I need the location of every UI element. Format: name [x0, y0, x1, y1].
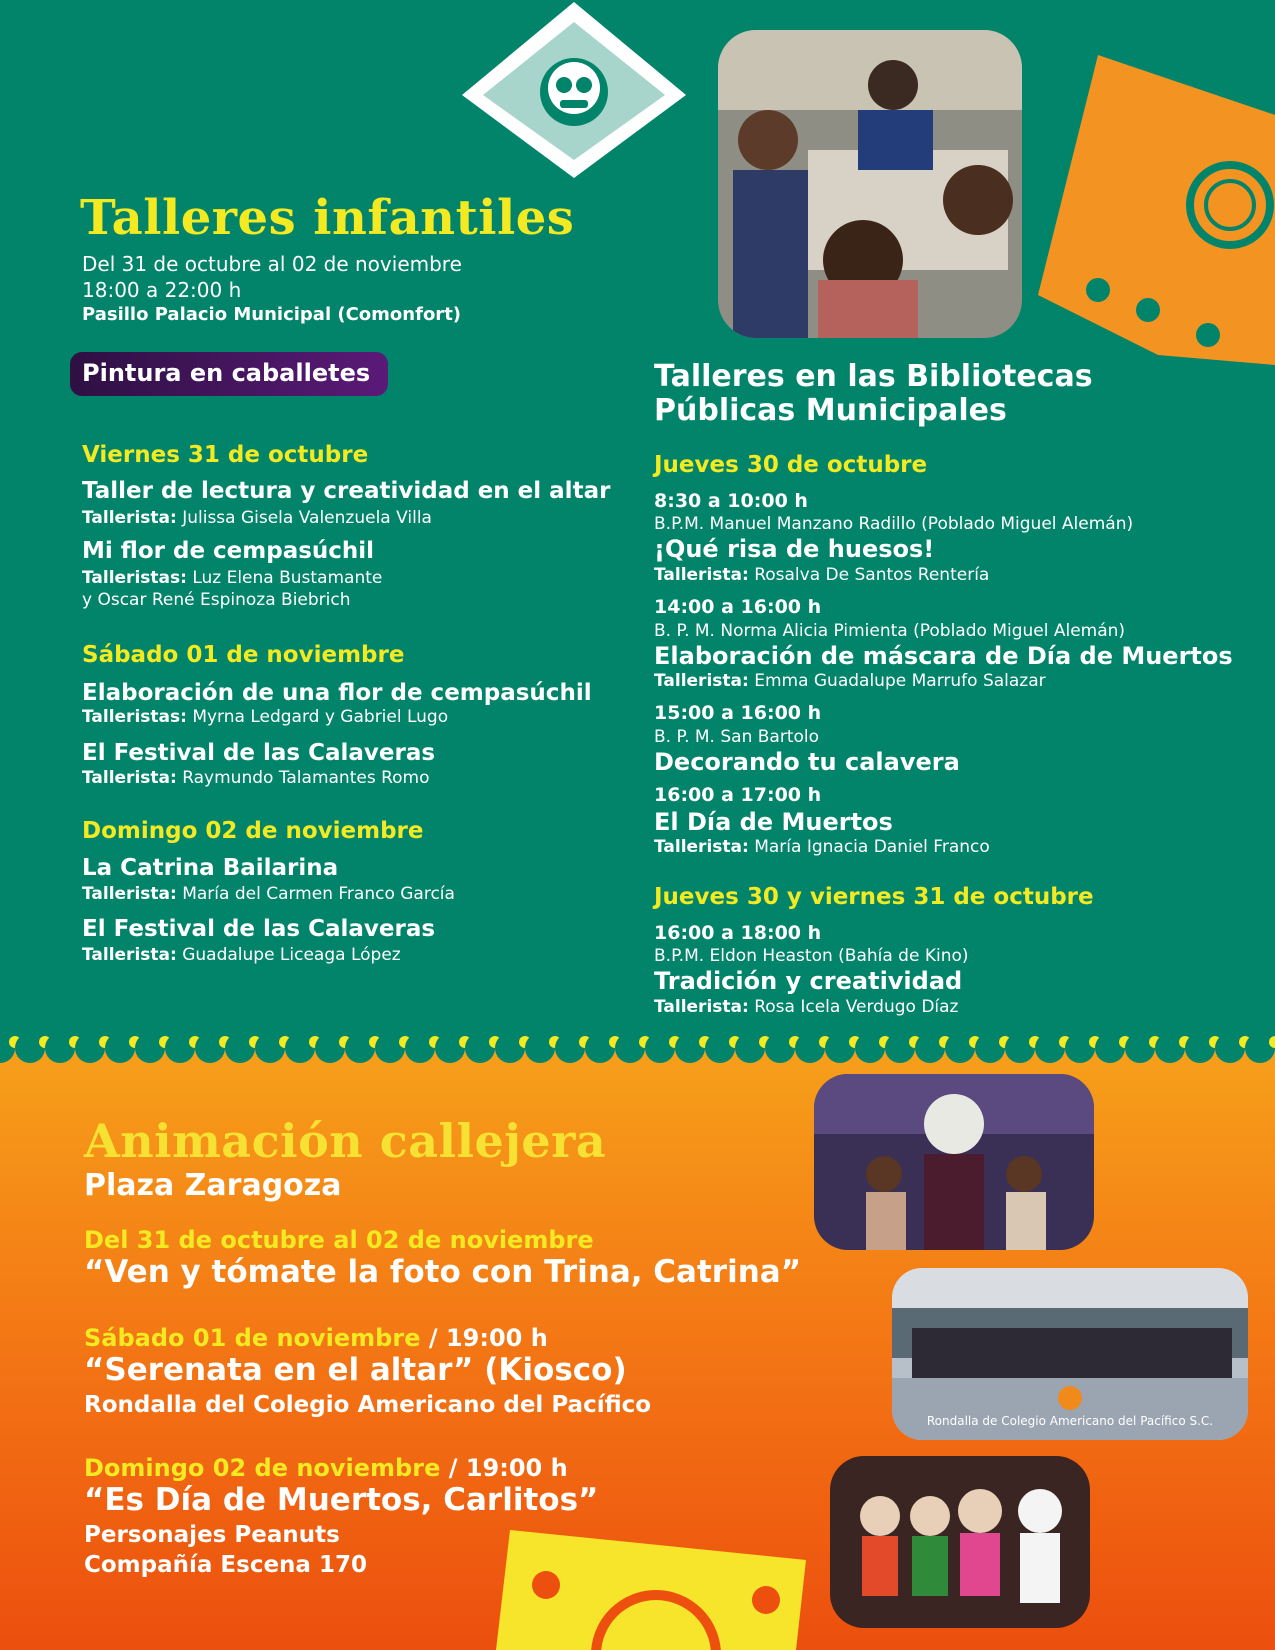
event-time: 16:00 a 18:00 h	[654, 922, 822, 944]
day-heading: Domingo 02 de noviembre	[82, 818, 424, 844]
animacion-place: Plaza Zaragoza	[84, 1168, 342, 1203]
event-title: Elaboración de máscara de Día de Muertos	[654, 642, 1233, 670]
workshop-title: Taller de lectura y creatividad en el altar	[82, 478, 611, 504]
event-instructor: Tallerista: Emma Guadalupe Marrufo Salazar	[654, 671, 1046, 691]
rondalla-photo	[892, 1268, 1248, 1440]
bibliotecas-title-line1: Talleres en las Bibliotecas	[654, 359, 1093, 394]
event-date: Del 31 de octubre al 02 de noviembre	[84, 1226, 594, 1254]
event-time: 15:00 a 16:00 h	[654, 702, 822, 724]
event-title: El Día de Muertos	[654, 808, 893, 836]
animacion-title: Animación callejera	[84, 1114, 607, 1168]
workshop-instructor: Tallerista: Guadalupe Liceaga López	[82, 945, 401, 965]
workshop-instructor: Tallerista: Julissa Gisela Valenzuela Villa	[82, 508, 432, 528]
event-place: B.P.M. Eldon Heaston (Bahía de Kino)	[654, 946, 969, 966]
day-heading: Viernes 31 de octubre	[82, 442, 369, 468]
workshop-title: Mi flor de cempasúchil	[82, 538, 375, 564]
event-place: B. P. M. San Bartolo	[654, 727, 820, 747]
event-title: Decorando tu calavera	[654, 748, 960, 776]
event-title: “Ven y tómate la foto con Trina, Catrina”	[84, 1254, 802, 1290]
workshop-instructor: Talleristas: Luz Elena Bustamante	[82, 568, 383, 588]
event-instructor: Tallerista: Rosalva De Santos Rentería	[654, 565, 990, 585]
event-time: 14:00 a 16:00 h	[654, 596, 822, 618]
workshop-title: La Catrina Bailarina	[82, 855, 339, 881]
workshop-photo	[718, 30, 1022, 338]
day-heading: Sábado 01 de noviembre	[82, 642, 405, 668]
workshop-instructor: Tallerista: Raymundo Talamantes Romo	[82, 768, 430, 788]
scallop-divider	[0, 1030, 1275, 1070]
event-title: Tradición y creatividad	[654, 967, 963, 995]
talleres-hours: 18:00 a 22:00 h	[82, 278, 242, 302]
event-date-line: Domingo 02 de noviembre / 19:00 h	[84, 1454, 568, 1482]
workshop-title: El Festival de las Calaveras	[82, 916, 436, 942]
day-heading: Jueves 30 de octubre	[654, 452, 928, 478]
catrina-photo	[814, 1074, 1094, 1250]
event-place: B. P. M. Norma Alicia Pimienta (Poblado Miguel Alemán)	[654, 621, 1126, 641]
talleres-title: Talleres infantiles	[80, 190, 575, 246]
day-heading: Jueves 30 y viernes 31 de octubre	[654, 884, 1094, 910]
bibliotecas-title-line2: Públicas Municipales	[654, 393, 1007, 428]
pill-label: Pintura en caballetes	[82, 359, 371, 387]
bibliotecas-title	[654, 360, 1093, 428]
event-instructor: Tallerista: Rosa Icela Verdugo Díaz	[654, 997, 959, 1017]
workshop-instructor: Tallerista: María del Carmen Franco García	[82, 884, 455, 904]
category-pill	[70, 352, 388, 396]
workshop-instructor-cont: y Oscar René Espinoza Biebrich	[82, 590, 351, 610]
workshop-instructor: Talleristas: Myrna Ledgard y Gabriel Lugo	[82, 707, 449, 727]
event-title: “Es Día de Muertos, Carlitos”	[84, 1482, 599, 1518]
event-subtitle: Compañía Escena 170	[84, 1552, 367, 1578]
papel-picado-skull-icon	[460, 0, 688, 180]
event-time: 16:00 a 17:00 h	[654, 784, 822, 806]
papel-picado-sun-icon	[1038, 55, 1275, 365]
talleres-place: Pasillo Palacio Municipal (Comonfort)	[82, 304, 462, 325]
event-title: “Serenata en el altar” (Kiosco)	[84, 1352, 627, 1388]
event-subtitle: Personajes Peanuts	[84, 1522, 340, 1548]
talleres-dates: Del 31 de octubre al 02 de noviembre	[82, 252, 462, 276]
event-date-line: Sábado 01 de noviembre / 19:00 h	[84, 1324, 548, 1352]
workshop-title: Elaboración de una flor de cempasúchil	[82, 680, 592, 706]
event-subtitle: Rondalla del Colegio Americano del Pacífico	[84, 1392, 652, 1418]
peanuts-photo	[830, 1456, 1090, 1628]
papel-picado-yellow-icon	[496, 1530, 806, 1650]
event-instructor: Tallerista: María Ignacia Daniel Franco	[654, 837, 990, 857]
event-title: ¡Qué risa de huesos!	[654, 535, 935, 563]
event-place: B.P.M. Manuel Manzano Radillo (Poblado Miguel Alemán)	[654, 514, 1134, 534]
event-time: 8:30 a 10:00 h	[654, 490, 808, 512]
rondalla-caption: Rondalla de Colegio Americano del Pacífico S.C.	[926, 1414, 1214, 1428]
workshop-title: El Festival de las Calaveras	[82, 740, 436, 766]
